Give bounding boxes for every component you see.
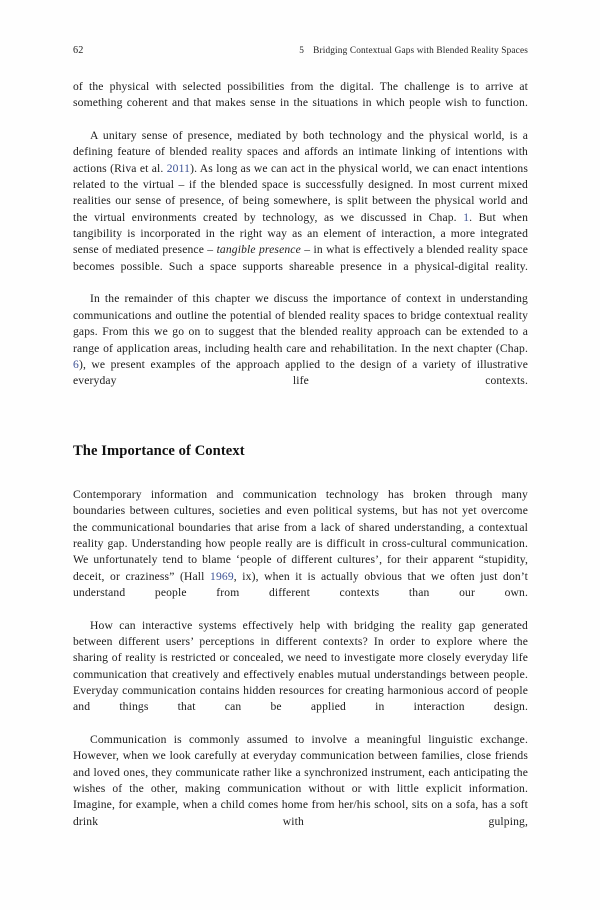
header-chapter-title-group	[299, 46, 528, 56]
spacer-above-heading	[73, 406, 528, 442]
para3-segment-2: ), we present examples of the approach applied to the design of a variety of illustrative everyday life contexts.	[73, 357, 528, 388]
section-heading: The Importance of Context	[73, 442, 245, 459]
citation-link-hall-1969[interactable]: 1969	[210, 569, 234, 583]
emphasis-tangible-presence: tangible presence	[216, 243, 301, 257]
para2-segment-1: A unitary sense of presence, mediated by both technology and the physical world, is a defining feature of blended reality spaces and affords an intimate linking of intentions with actions (Riva et al.	[73, 129, 528, 175]
paragraph-interactive-systems	[73, 618, 528, 732]
para2-segment-2: ). As long as we can act in the physical world, we can enact intentions related to the virtual – if the blended space is successfully designed. In most current mixed realities our sense of presence, of being somewhere, is split between the physical world and the virtual environments created by technology, as we discussed in Chap.	[73, 161, 528, 224]
para2-segment-3: . But when tangibility is incorporated in the right way as an element of interaction, a more integrated sense of mediated presence –	[73, 210, 528, 257]
para4-segment-2: , ix), when it is actually obvious that we often just don’t understand people from different contexts than our own.	[73, 569, 529, 599]
para3-segment-1: In the remainder of this chapter we discuss the importance of context in understanding communications and outline the potential of blended reality spaces to bridge contextual reality gaps. From this we go on to suggest that the blended reality approach can be extended to a range of application areas, including health care and rehabilitation. In the next chapter (Chap.	[73, 292, 528, 355]
chapter-link-6[interactable]: 6	[73, 357, 79, 371]
paragraph-1-text: of the physical with selected possibilities from the digital. The challenge is to arrive at something coherent and that makes sense in the situations in which people wish to function.	[73, 80, 528, 110]
spacer-below-heading	[73, 460, 528, 487]
header-chapter-number: 5	[299, 46, 305, 56]
para5-text: How can interactive systems effectively help with bridging the reality gap generated between different users’ perceptions in different contexts? In order to explore where the sharing of reality is restricted or concealed, we need to investigate more closely everyday life communication that creatively and effectively enables mutual understandings between people. Everyday communication contains hidden resources for creating harmonious accord of people and things that can be applied in interaction design.	[73, 618, 528, 714]
running-header	[73, 45, 528, 56]
paragraph-continuation	[73, 79, 528, 128]
paragraph-unitary-presence	[73, 128, 528, 291]
para4-segment-1: Contemporary information and communication technology has broken through many boundaries between cultures, societies and even political systems, but has not yet overcome the communicational boundaries that arise from a lack of shared understanding, a contextual reality gap. Understanding how people really are is difficult in cross-cultural communication. We unfortunately tend to blame ‘people of different cultures’, for their apparent “stupidity, deceit, or craziness” (Hall	[73, 487, 528, 583]
page-number: 62	[73, 45, 84, 56]
paragraph-remainder-of-chapter	[73, 291, 528, 405]
citation-link-riva-2011[interactable]: 2011	[166, 161, 191, 175]
para2-segment-4: – in what is effectively a blended reality space becomes possible. Such a space supports shareable presence in a physical-digital reality.	[73, 243, 529, 273]
paragraph-contemporary-ict	[73, 487, 528, 618]
body-text-block	[73, 79, 528, 846]
paragraph-communication-assumed	[73, 732, 528, 846]
chapter-link-1[interactable]: 1	[463, 210, 470, 224]
header-chapter-title: Bridging Contextual Gaps with Blended Reality Spaces	[313, 46, 528, 56]
para6-text: Communication is commonly assumed to involve a meaningful linguistic exchange. However, when we look carefully at everyday communication between families, close friends and loved ones, they communicate rather like a synchronized instrument, each anticipating the wishes of the other, making communication without or with little explicit information. Imagine, for example, when a child comes home from her/his school, sits on a sofa, has a soft drink with gulping,	[73, 733, 528, 828]
